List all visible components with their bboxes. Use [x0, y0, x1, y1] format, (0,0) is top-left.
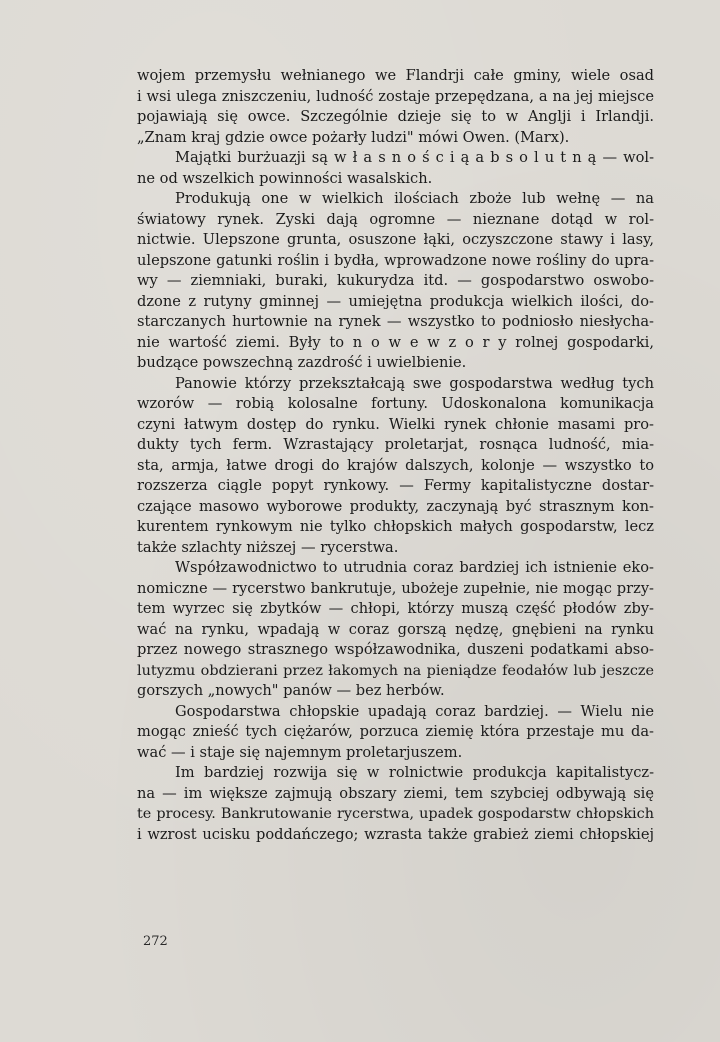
text-line: nie wartość ziemi. Były to n o w e w z o r y rolnej gospodarki, [137, 333, 654, 351]
paragraph-first-line: Współzawodnictwo to utrudnia coraz bardziej ich istnienie eko- [175, 559, 654, 576]
text-line: przez nowego strasznego współzawodnika, duszeni podatkami abso- [137, 641, 654, 658]
text-line: także szlachty niższej — rycerstwa. [137, 538, 399, 556]
paragraph-first-line: Gospodarstwa chłopskie upadają coraz bardziej. — Wielu nie [175, 702, 654, 720]
text-line: ne od wszelkich powinności wasalskich. [137, 169, 433, 187]
text-line: gorszych „nowych" panów — bez herbów. [137, 682, 445, 699]
text-line: wojem przemysłu wełnianego we Flandrji całe gminy, wiele osad [137, 67, 654, 84]
text-line: i wsi ulega zniszczeniu, ludność zostaje przepędzana, a na jej miejsce [137, 87, 654, 105]
text-line: mogąc znieść tych ciężarów, porzuca ziemię która przestaje mu da- [137, 723, 654, 740]
text-line: ulepszone gatunki roślin i bydła, wprowadzone nowe rośliny do upra- [137, 251, 654, 269]
paragraph-first-line: Majątki burżuazji są w ł a s n o ś c i ą a b s o l u t n ą — wol- [175, 149, 654, 166]
text-line: starczanych hurtownie na rynek — wszystko to podniosło niesłycha- [137, 313, 654, 330]
text-line: te procesy. Bankrutowanie rycerstwa, upadek gospodarstw chłopskich [137, 806, 654, 822]
text-line: „Znam kraj gdzie owce pożarły ludzi" mówi Owen. (Marx). [137, 128, 570, 146]
text-line: budzące powszechną zazdrość i uwielbienie. [137, 354, 467, 371]
paragraph-first-line: Panowie którzy przekształcają swe gospodarstwa według tych [175, 374, 654, 392]
text-line: i wzrost ucisku poddańczego; wzrasta także grabież ziemi chłopskiej [137, 825, 654, 843]
body-text [137, 66, 654, 845]
text-line: kurentem rynkowym nie tylko chłopskich małych gospodarstw, lecz [137, 518, 654, 535]
text-line: pojawiają się owce. Szczególnie dzieje się to w Anglji i Irlandji. [137, 108, 654, 125]
text-line: na — im większe zajmują obszary ziemi, tem szybciej odbywają się [137, 784, 654, 802]
text-line: rozszerza ciągle popyt rynkowy. — Fermy kapitalistyczne dostar- [137, 477, 654, 494]
text-line: tem wyrzec się zbytków — chłopi, którzy muszą część płodów zby- [137, 600, 654, 617]
text-line: wać na rynku, wpadają w coraz gorszą nędzę, gnębieni na rynku [137, 620, 654, 638]
text-line: nomiczne — rycerstwo bankrutuje, ubożeje zupełnie, nie mogąc przy- [137, 579, 654, 597]
text-line: wać — i staje się najemnym proletarjuszem. [137, 743, 463, 761]
paragraph-first-line: Im bardziej rozwija się w rolnictwie produkcja kapitalistycz- [175, 764, 654, 781]
text-line: czające masowo wyborowe produkty, zaczynają być strasznym kon- [137, 497, 654, 515]
text-line: sta, armja, łatwe drogi do krajów dalszych, kolonje — wszystko to [137, 456, 654, 474]
paragraph-first-line: Produkują one w wielkich ilościach zboże lub wełnę — na [175, 190, 654, 207]
text-line: lutyzmu obdzierani przez łakomych na pieniądze feodałów lub jeszcze [137, 662, 654, 679]
text-line: czyni łatwym dostęp do rynku. Wielki rynek chłonie masami pro- [137, 415, 654, 433]
text-line: wy — ziemniaki, buraki, kukurydza itd. — gospodarstwo oswobo- [137, 272, 654, 289]
text-line: wzorów — robią kolosalne fortuny. Udoskonalona komunikacja [137, 395, 654, 412]
text-line: dzone z rutyny gminnej — umiejętna produkcja wielkich ilości, do- [137, 292, 654, 310]
text-line: nictwie. Ulepszone grunta, osuszone łąki, oczyszczone stawy i lasy, [137, 231, 654, 248]
text-line: światowy rynek. Zyski dają ogromne — nieznane dotąd w rol- [137, 210, 654, 228]
page-number: 272 [143, 934, 168, 949]
text-line: dukty tych ferm. Wzrastający proletarjat, rosnąca ludność, mia- [137, 436, 654, 453]
